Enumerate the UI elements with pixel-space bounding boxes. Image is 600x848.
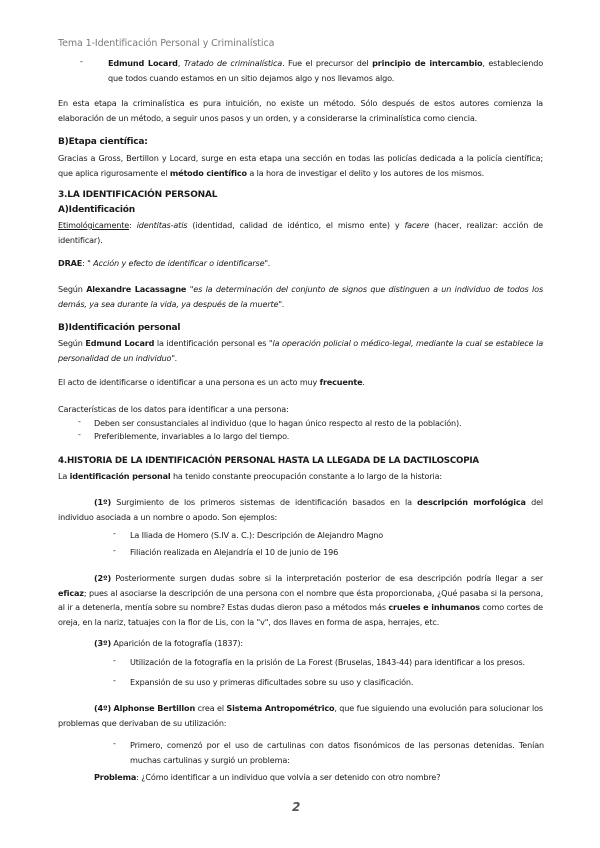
subheading-personal-identification: B)Identificación personal: [58, 323, 181, 333]
locard-work: Tratado de criminalística: [183, 58, 283, 68]
exchange-principle: principio de intercambio: [372, 58, 483, 68]
bullet-dash: -: [80, 56, 83, 66]
scientific-method: método científico: [169, 167, 247, 178]
history-point-3: (3º) Aparición de la fotografía (1837):: [94, 638, 243, 648]
list-item: Filiación realizada en Alejandría el 10 de junio de 196: [130, 547, 339, 557]
bullet-dash: -: [113, 528, 116, 538]
section-3-heading: 3.LA IDENTIFICACIÓN PERSONAL: [58, 190, 218, 200]
bullet-dash: -: [113, 738, 116, 748]
list-item: Utilización de la fotografía en la prisión de La Forest (Bruselas, 1843-44) para identificar a los presos.: [130, 657, 525, 667]
locard-name: Edmund Locard: [108, 58, 178, 68]
section-4-heading: 4.HISTORIA DE LA IDENTIFICACIÓN PERSONAL HASTA LA LLEGADA DE LA DACTILOSCOPIA: [58, 456, 479, 466]
list-item: La Iliada de Homero (S.IV a. C.): Descripción de Alejandro Magno: [130, 530, 384, 540]
locard-definition: Según Edmund Locard la identificación personal es "la operación policial o médico-legal, mediante la cual se establece la personalidad de un individuo".: [58, 338, 543, 363]
history-point-4: (4º) Alphonse Bertillon crea el Sistema Antropométrico, que fue siguiendo una evolución para solucionar los problemas que derivaban de su utilización:: [58, 703, 543, 728]
etymology-paragraph: Etimológicamente: identitas-atis (identidad, calidad de idéntico, el mismo ente) y facere (hacer, realizar: acción de identificar).: [58, 220, 544, 245]
bullet-dash: -: [113, 655, 116, 665]
intuition-paragraph: En esta etapa la criminalística es pura intuición, no existe un método. Sólo después de estos autores comienza la elaboración de un método, a seguir unos pasos y un orden, y a considerarse la criminalística como ciencia.: [58, 98, 543, 123]
scientific-stage-paragraph: Gracias a Gross, Bertillon y Locard, surge en esta etapa una sección en todas las policías dedicada a la policía científica; que aplica rigurosamente el método científico a la hora de investigar el delito y los autores de los mismos.: [58, 153, 543, 178]
list-item: Primero, comenzó por el uso de cartulinas con datos fisonómicos de las personas detenidas. Tenían muchas cartulinas y surgió un problema:: [130, 740, 544, 765]
subheading-identification: A)Identificación: [58, 205, 135, 215]
locard-bullet-paragraph: Edmund Locard, Tratado de criminalística. Fue el precursor del principio de intercambio, estableciendo que todos cuando estamos en un sitio dejamos algo y nos llevamos algo.: [108, 58, 543, 83]
bullet-dash: -: [78, 429, 81, 439]
history-point-2: (2º) Posteriormente surgen dudas sobre si la interpretación posterior de esa descripción podría llegar a ser eficaz; pues al asociarse la descripción de una persona con el nombre que ésta proporcionaba, ¿Qué pasaba si la persona, al ir a detenerla, mentía sobre su nombre? Estas dudas dieron paso a métodos más crueles e inhumanos como cortes de oreja, en la nariz, tatuajes con la flor de Lis, con la "v", dos llaves en forma de aspa, herrajes, etc.: [58, 573, 543, 627]
problem-line: Problema: ¿Cómo identificar a un individuo que volvía a ser detenido con otro nombre?: [94, 772, 441, 782]
bullet-dash: -: [113, 545, 116, 555]
frequent-act-paragraph: El acto de identificarse o identificar a una persona es un acto muy frecuente.: [58, 377, 365, 387]
running-header: Tema 1-Identificación Personal y Criminalística: [58, 38, 275, 49]
bullet-dash: -: [113, 675, 116, 685]
list-item: Expansión de su uso y primeras dificultades sobre su uso y clasificación.: [130, 677, 414, 687]
page-number: 2: [292, 800, 301, 814]
list-item: Preferiblemente, invariables a lo largo del tiempo.: [94, 431, 290, 441]
drae-definition: DRAE: " Acción y efecto de identificar o identificarse".: [58, 258, 271, 268]
lacassagne-definition: Según Alexandre Lacassagne "es la determinación del conjunto de signos que distinguen a un individuo de todos los demás, ya sea durante la vida, ya después de la muerte".: [58, 284, 544, 309]
characteristics-intro: Características de los datos para identificar a una persona:: [58, 404, 289, 414]
scientific-stage-heading: B)Etapa científica:: [58, 137, 148, 147]
bullet-dash: -: [78, 416, 81, 426]
history-point-1: (1º) Surgimiento de los primeros sistemas de identificación basados en la descripción morfológica del individuo asociada a un nombre o apodo. Son ejemplos:: [58, 497, 543, 522]
history-intro: La identificación personal ha tenido constante preocupación constante a lo largo de la historia:: [58, 471, 443, 481]
list-item: Deben ser consustanciales al individuo (que lo hagan único respecto al resto de la población).: [94, 418, 462, 428]
